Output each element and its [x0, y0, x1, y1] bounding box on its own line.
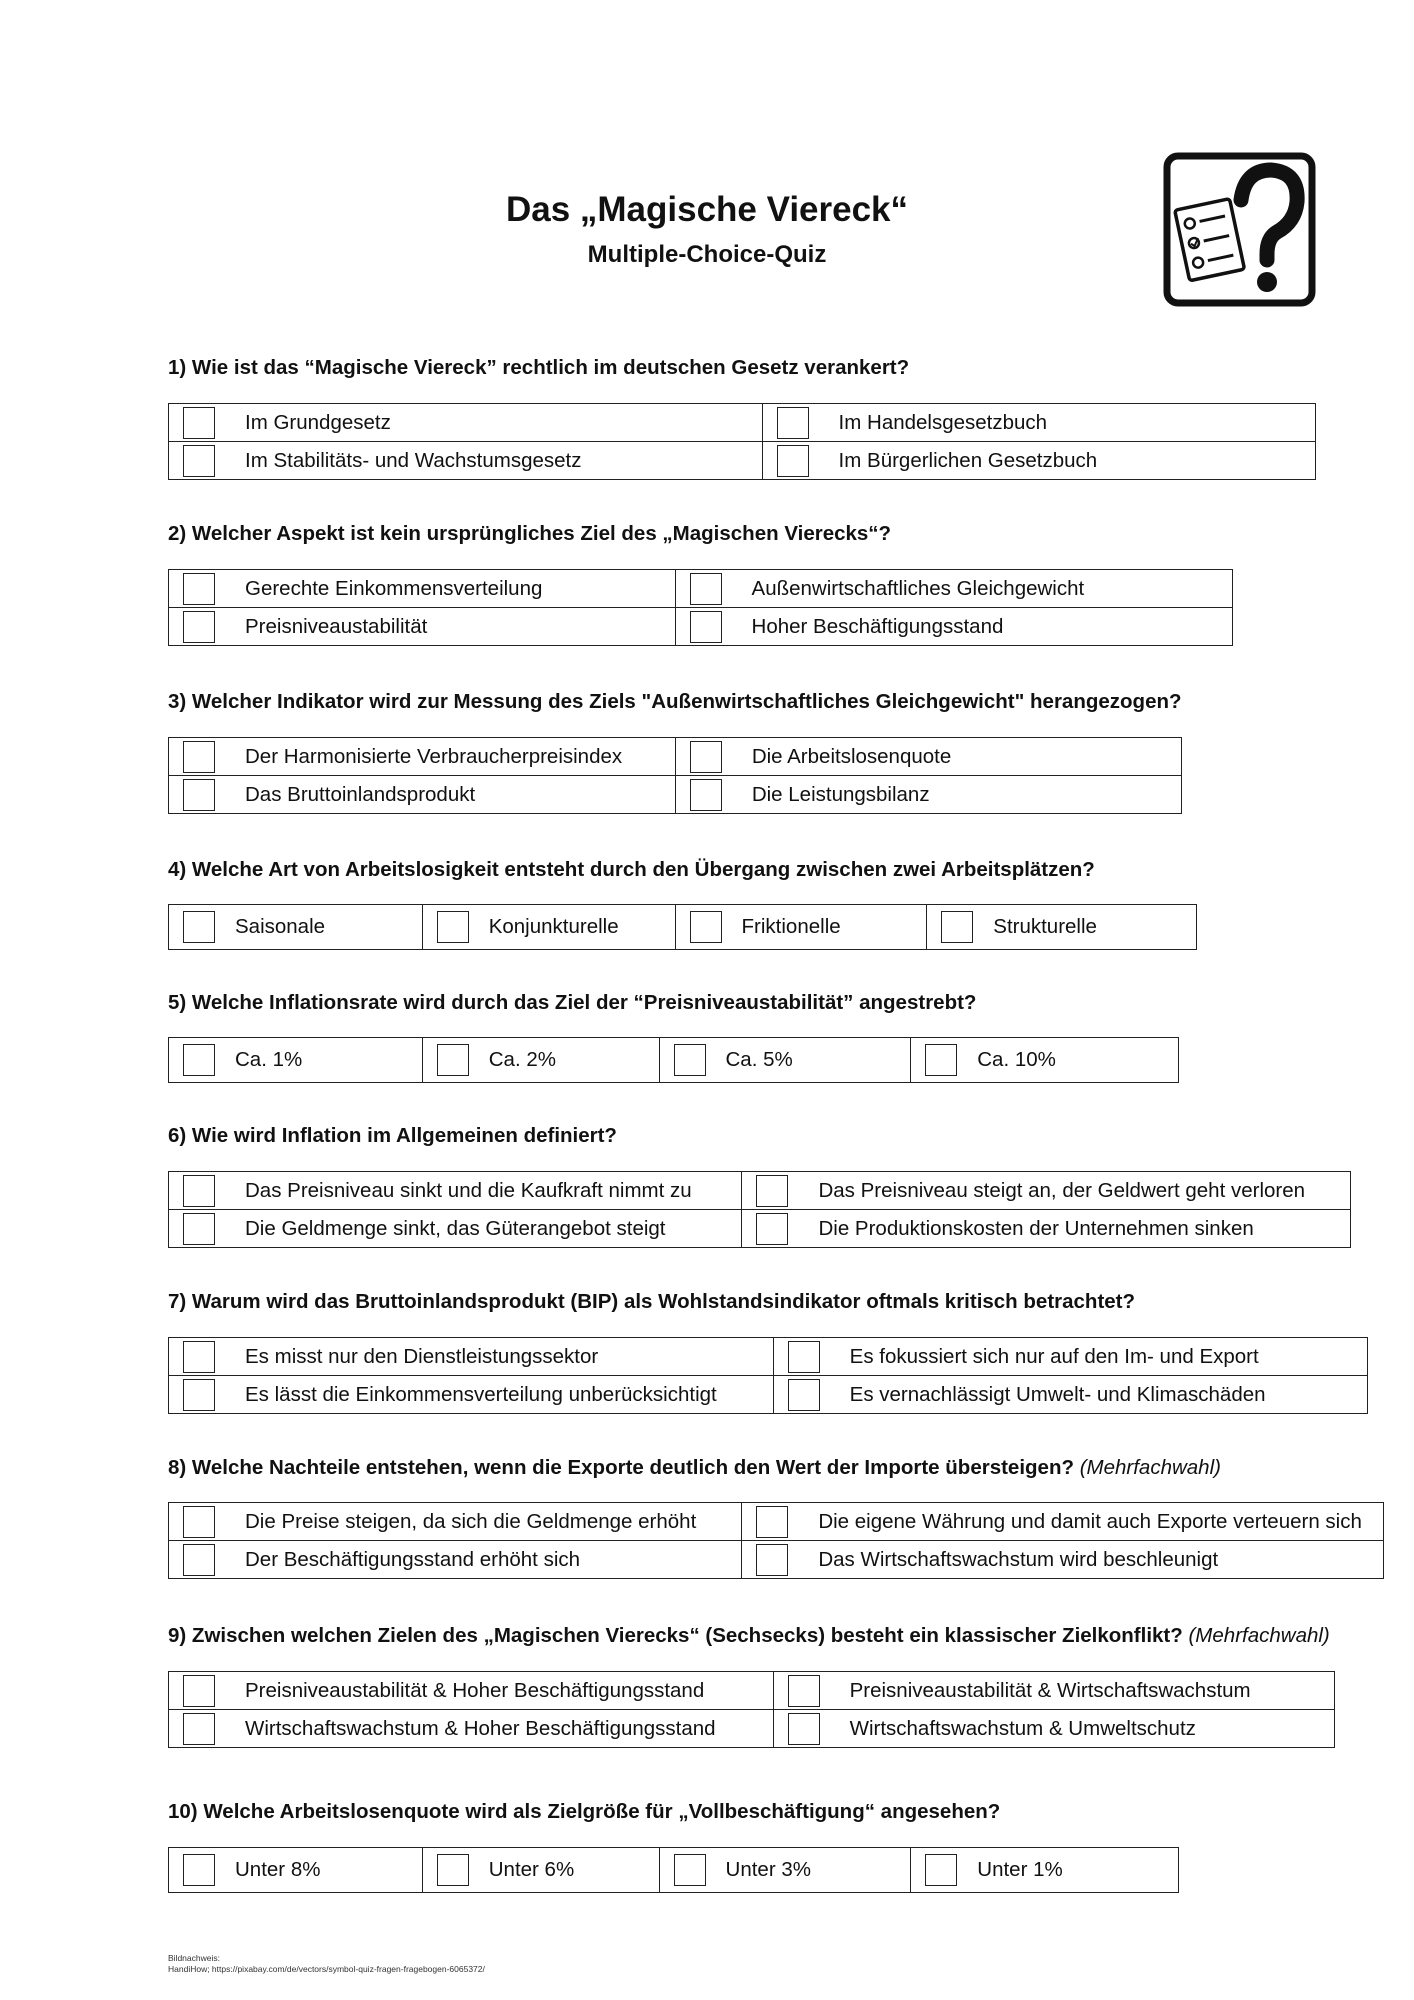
answer-option[interactable]	[675, 905, 927, 950]
answer-option[interactable]	[422, 1848, 659, 1893]
answer-checkbox[interactable]	[183, 1213, 215, 1245]
answer-checkbox[interactable]	[183, 573, 215, 605]
answer-option[interactable]	[169, 404, 763, 442]
answer-checkbox[interactable]	[788, 1713, 820, 1745]
answer-checkbox[interactable]	[183, 445, 215, 477]
question-9	[168, 1624, 1330, 1648]
answer-option[interactable]	[927, 905, 1197, 950]
answer-label: Das Preisniveau steigt an, der Geldwert geht verloren	[818, 1178, 1306, 1202]
answer-option[interactable]	[773, 1710, 1334, 1748]
answer-option[interactable]	[169, 1541, 742, 1579]
question-5	[168, 991, 976, 1015]
answer-option[interactable]	[169, 1338, 774, 1376]
answer-checkbox[interactable]	[183, 741, 215, 773]
answer-checkbox[interactable]	[183, 1379, 215, 1411]
answer-label: Gerechte Einkommensverteilung	[245, 576, 543, 600]
answer-option[interactable]	[911, 1848, 1179, 1893]
answer-option[interactable]	[742, 1503, 1384, 1541]
question-text: 5) Welche Inflationsrate wird durch das Ziel der “Preisniveaustabilität” angestrebt?	[168, 991, 977, 1014]
answer-label: Im Handelsgesetzbuch	[838, 410, 1048, 434]
answer-label: Ca. 1%	[235, 1048, 303, 1071]
answer-option[interactable]	[422, 1038, 659, 1083]
answer-grid-2	[168, 569, 1233, 646]
answer-option[interactable]	[169, 1376, 774, 1414]
answer-checkbox[interactable]	[925, 1044, 957, 1076]
answer-grid-5	[168, 1037, 1179, 1083]
answer-checkbox[interactable]	[690, 911, 722, 943]
answer-checkbox[interactable]	[674, 1854, 706, 1886]
question-10	[168, 1800, 1000, 1824]
answer-checkbox[interactable]	[674, 1044, 706, 1076]
answer-checkbox[interactable]	[777, 445, 809, 477]
answer-option[interactable]	[659, 1038, 911, 1083]
answer-checkbox[interactable]	[690, 573, 722, 605]
answer-option[interactable]	[169, 442, 763, 480]
answer-option[interactable]	[169, 738, 676, 776]
answer-label: Die Arbeitslosenquote	[751, 744, 952, 768]
answer-option[interactable]	[169, 905, 423, 950]
question-text: 4) Welche Art von Arbeitslosigkeit entsteht durch den Übergang zwischen zwei Arbeitsplätzen?	[168, 858, 1095, 881]
answer-checkbox[interactable]	[437, 911, 469, 943]
answer-checkbox[interactable]	[756, 1506, 788, 1538]
answer-label: Das Wirtschaftswachstum wird beschleunigt	[818, 1547, 1219, 1571]
question-text: 3) Welcher Indikator wird zur Messung des Ziels "Außenwirtschaftliches Gleichgewicht" herangezogen?	[168, 690, 1182, 713]
answer-option[interactable]	[742, 1210, 1351, 1248]
answer-grid-6	[168, 1171, 1351, 1248]
answer-option[interactable]	[169, 1710, 774, 1748]
answer-label: Es misst nur den Dienstleistungssektor	[245, 1344, 599, 1368]
answer-label: Im Grundgesetz	[245, 410, 391, 434]
answer-label: Die Produktionskosten der Unternehmen sinken	[818, 1216, 1254, 1240]
question-text: 7) Warum wird das Bruttoinlandsprodukt (BIP) als Wohlstandsindikator oftmals kritisch betrachtet?	[168, 1290, 1136, 1313]
question-8	[168, 1456, 1221, 1480]
answer-label: Hoher Beschäftigungsstand	[751, 614, 1004, 638]
answer-label: Wirtschaftswachstum & Hoher Beschäftigungsstand	[245, 1716, 716, 1740]
page-subtitle: Multiple-Choice-Quiz	[587, 241, 827, 268]
answer-option[interactable]	[675, 570, 1232, 608]
answer-label: Die eigene Währung und damit auch Exporte verteuern sich	[818, 1509, 1362, 1533]
answer-label: Saisonale	[235, 915, 326, 938]
answer-label: Im Bürgerlichen Gesetzbuch	[838, 448, 1098, 472]
answer-option[interactable]	[911, 1038, 1179, 1083]
answer-label: Unter 8%	[235, 1858, 321, 1881]
answer-option[interactable]	[762, 404, 1315, 442]
answer-label: Konjunkturelle	[488, 915, 619, 938]
question-3	[168, 690, 1182, 714]
answer-label: Außenwirtschaftliches Gleichgewicht	[751, 576, 1085, 600]
answer-option[interactable]	[169, 1672, 774, 1710]
answer-option[interactable]	[742, 1172, 1351, 1210]
quiz-question-icon	[1163, 152, 1316, 307]
question-text: 6) Wie wird Inflation im Allgemeinen definiert?	[168, 1124, 617, 1147]
answer-checkbox[interactable]	[756, 1544, 788, 1576]
page-title: Das „Magische Viereck“	[505, 190, 909, 229]
answer-checkbox[interactable]	[183, 779, 215, 811]
answer-checkbox[interactable]	[788, 1341, 820, 1373]
answer-grid-7	[168, 1337, 1368, 1414]
answer-label: Das Bruttoinlandsprodukt	[245, 782, 476, 806]
answer-label: Strukturelle	[993, 915, 1097, 938]
answer-checkbox[interactable]	[183, 611, 215, 643]
question-text: 2) Welcher Aspekt ist kein ursprüngliches Ziel des „Magischen Vierecks“?	[168, 522, 892, 545]
answer-option[interactable]	[675, 776, 1181, 814]
answer-label: Die Preise steigen, da sich die Geldmenge erhöht	[245, 1509, 697, 1533]
answer-checkbox[interactable]	[437, 1854, 469, 1886]
question-text: 10) Welche Arbeitslosenquote wird als Zielgröße für „Vollbeschäftigung“ angesehen?	[168, 1800, 1001, 1823]
answer-grid-3	[168, 737, 1182, 814]
answer-checkbox[interactable]	[183, 1341, 215, 1373]
answer-checkbox[interactable]	[183, 911, 215, 943]
answer-option[interactable]	[169, 570, 676, 608]
answer-label: Die Leistungsbilanz	[751, 782, 930, 806]
answer-grid-4	[168, 904, 1197, 950]
answer-checkbox[interactable]	[690, 741, 722, 773]
answer-grid-8	[168, 1502, 1384, 1579]
answer-checkbox[interactable]	[183, 1675, 215, 1707]
answer-label: Ca. 2%	[488, 1048, 556, 1071]
answer-option[interactable]	[659, 1848, 911, 1893]
answer-checkbox[interactable]	[925, 1854, 957, 1886]
answer-option[interactable]	[773, 1338, 1367, 1376]
answer-label: Preisniveaustabilität & Hoher Beschäftigungsstand	[245, 1678, 705, 1702]
answer-label: Es lässt die Einkommensverteilung unberücksichtigt	[245, 1382, 717, 1406]
question-note: (Mehrfachwahl)	[1188, 1624, 1330, 1647]
question-7	[168, 1290, 1135, 1314]
answer-checkbox[interactable]	[183, 1713, 215, 1745]
answer-label: Preisniveaustabilität	[245, 614, 428, 638]
answer-checkbox[interactable]	[777, 407, 809, 439]
answer-option[interactable]	[169, 1172, 742, 1210]
answer-checkbox[interactable]	[690, 779, 722, 811]
answer-grid-1	[168, 403, 1316, 480]
credit-label: Bildnachweis:	[168, 1953, 220, 1963]
question-note: (Mehrfachwahl)	[1079, 1456, 1221, 1479]
answer-option[interactable]	[675, 738, 1181, 776]
answer-option[interactable]	[169, 608, 676, 646]
answer-option[interactable]	[675, 608, 1232, 646]
answer-label: Friktionelle	[741, 915, 841, 938]
answer-label: Ca. 10%	[977, 1048, 1056, 1071]
answer-checkbox[interactable]	[756, 1175, 788, 1207]
answer-checkbox[interactable]	[941, 911, 973, 943]
answer-grid-10	[168, 1847, 1179, 1893]
question-text: 9) Zwischen welchen Zielen des „Magischen Vierecks“ (Sechsecks) besteht ein klassischer Zielkonflikt?	[168, 1624, 1183, 1647]
answer-checkbox[interactable]	[183, 1544, 215, 1576]
answer-checkbox[interactable]	[183, 1175, 215, 1207]
answer-label: Unter 3%	[725, 1858, 811, 1881]
question-2	[168, 522, 891, 546]
answer-option[interactable]	[169, 1503, 742, 1541]
answer-option[interactable]	[169, 1848, 423, 1893]
answer-checkbox[interactable]	[183, 1506, 215, 1538]
credit-text: HandiHow; https://pixabay.com/de/vectors/symbol-quiz-fragen-fragebogen-6065372/	[168, 1964, 485, 1974]
answer-label: Die Geldmenge sinkt, das Güterangebot steigt	[245, 1216, 666, 1240]
answer-option[interactable]	[169, 776, 676, 814]
answer-grid-9	[168, 1671, 1335, 1748]
answer-label: Der Harmonisierte Verbraucherpreisindex	[245, 744, 623, 768]
answer-option[interactable]	[169, 1210, 742, 1248]
answer-option[interactable]	[762, 442, 1315, 480]
question-text: 1) Wie ist das “Magische Viereck” rechtlich im deutschen Gesetz verankert?	[168, 356, 910, 379]
answer-label: Ca. 5%	[725, 1048, 793, 1071]
question-1	[168, 356, 909, 380]
answer-checkbox[interactable]	[437, 1044, 469, 1076]
image-credit	[168, 1953, 485, 1975]
answer-label: Im Stabilitäts- und Wachstumsgesetz	[245, 448, 582, 472]
question-text: 8) Welche Nachteile entstehen, wenn die Exporte deutlich den Wert der Importe übersteigen?	[168, 1456, 1074, 1479]
answer-label: Das Preisniveau sinkt und die Kaufkraft nimmt zu	[245, 1178, 692, 1202]
answer-checkbox[interactable]	[756, 1213, 788, 1245]
answer-label: Es vernachlässigt Umwelt- und Klimaschäden	[849, 1382, 1266, 1406]
answer-checkbox[interactable]	[183, 407, 215, 439]
answer-option[interactable]	[773, 1672, 1334, 1710]
question-6	[168, 1124, 617, 1148]
answer-label: Unter 1%	[977, 1858, 1063, 1881]
answer-checkbox[interactable]	[788, 1675, 820, 1707]
answer-option[interactable]	[773, 1376, 1367, 1414]
answer-checkbox[interactable]	[183, 1854, 215, 1886]
answer-label: Preisniveaustabilität & Wirtschaftswachstum	[849, 1678, 1251, 1702]
answer-checkbox[interactable]	[788, 1379, 820, 1411]
answer-label: Wirtschaftswachstum & Umweltschutz	[849, 1716, 1196, 1740]
answer-checkbox[interactable]	[183, 1044, 215, 1076]
answer-option[interactable]	[169, 1038, 423, 1083]
answer-label: Der Beschäftigungsstand erhöht sich	[245, 1547, 581, 1571]
answer-label: Unter 6%	[488, 1858, 575, 1881]
answer-option[interactable]	[422, 905, 675, 950]
answer-label: Es fokussiert sich nur auf den Im- und Export	[849, 1344, 1259, 1368]
question-4	[168, 858, 1095, 882]
answer-checkbox[interactable]	[690, 611, 722, 643]
answer-option[interactable]	[742, 1541, 1384, 1579]
